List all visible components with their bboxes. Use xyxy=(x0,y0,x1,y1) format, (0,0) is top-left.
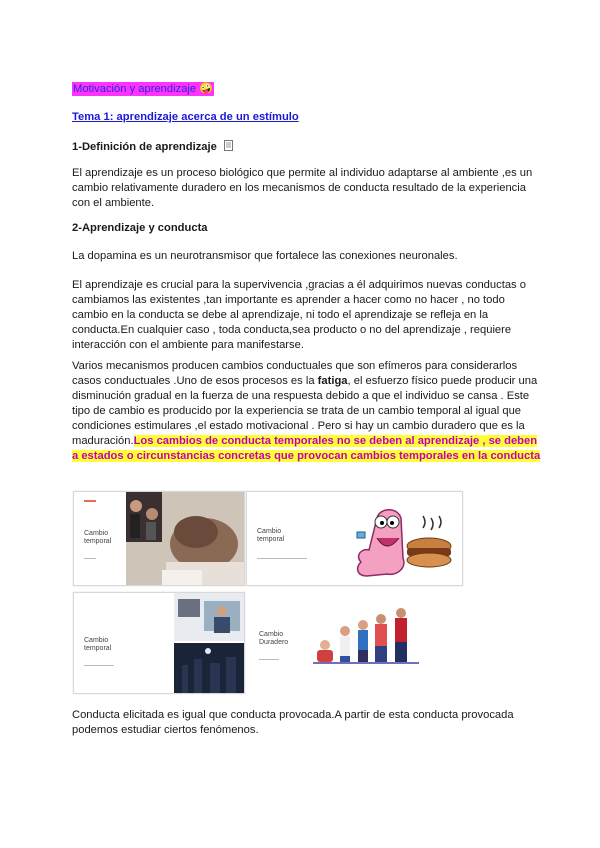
section2-heading: 2-Aprendizaje y conducta xyxy=(72,222,208,234)
notepad-icon xyxy=(224,140,233,151)
children-growing xyxy=(313,605,421,667)
section2-paragraph-3: Varios mecanismos producen cambios conductuales que son efímeros para considerarlos casos conductuales .Uno de esos procesos es la fatiga, el esfuerzo físico puede producir una disminución gradual en la fuerza de una respuesta debido a que el individuo se cansa . Este tipo de cambio es producido por la experiencia se trata de un cambio temporal al igual que condiciones estimulares ,el estado motivacional . Pero si hay un cambio duradero que es la maduración.Los cambios de conducta temporales no se deben al aprendizaje , se deben a estados o circunstancias concretas que provocan cambios temporales en la conducta xyxy=(72,360,541,462)
section1-text: El aprendizaje es un proceso biológico que permite al individuo adaptarse al ambiente ,es un cambio relativamente duradero en los mecanismos de conducta resultado de la experiencia con el ambiente. xyxy=(72,167,533,209)
slide-office xyxy=(73,592,245,694)
document-title: Motivación y aprendizaje 🤪 xyxy=(73,83,214,95)
office-photo xyxy=(174,593,244,693)
slide-title: Cambio temporal xyxy=(84,530,112,545)
section2-paragraph-1: La dopamina es un neurotransmisor que fortalece las conexiones neuronales. xyxy=(72,250,458,262)
fatigue-photo xyxy=(126,492,244,585)
slide-children xyxy=(246,592,423,686)
slide-title: Cambio Duradero xyxy=(259,631,289,646)
slide-cartoon xyxy=(246,491,463,586)
section2-paragraph-2: El aprendizaje es crucial para la supervivencia ,gracias a él adquirimos nuevas conductas o cambiamos las existentes ,tan importante es aprender a hacer como no hacer , no todo cambio en la conducta se debe al aprendizaje, ni todo el aprendizaje se refleja en la conducta.En cualquier caso , toda conducta,sea producto o no del aprendizaje , requiere interacción con el ambiente para manifestarse. xyxy=(72,279,526,351)
slide-fatigue xyxy=(73,491,245,586)
highlighted-conclusion: Los cambios de conducta temporales no se deben al aprendizaje , se deben a estados o circunstancias concretas que provocan cambios temporales en la conducta xyxy=(72,435,541,462)
fatigue-term: fatiga xyxy=(317,375,348,387)
topic-link[interactable]: Tema 1: aprendizaje acerca de un estímulo xyxy=(72,111,299,123)
slide-title: Cambio temporal xyxy=(257,528,285,543)
cartoon-hungry xyxy=(347,498,459,582)
slide-title: Cambio temporal xyxy=(84,637,112,652)
closing-paragraph: Conducta elicitada es igual que conducta provocada.A partir de esta conducta provocada podemos estudiar ciertos fenómenos. xyxy=(72,709,514,736)
section1-heading: 1-Definición de aprendizaje xyxy=(72,137,542,155)
